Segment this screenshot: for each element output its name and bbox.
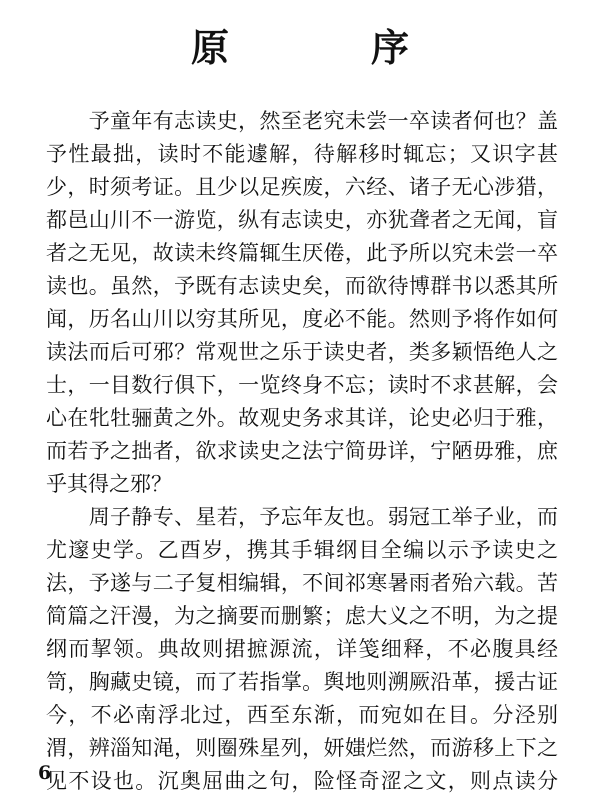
text-line: 心在牝牡骊黄之外。故观史务求其详，论史必归于雅， xyxy=(46,406,558,430)
text-line: 予童年有志读史，然至老究未尝一卒读者何也？盖 xyxy=(46,109,558,133)
text-line: 都邑山川不一游览，纵有志读史，亦犹聋者之无闻，盲 xyxy=(46,208,558,232)
text-line: 渭，辨淄知渑，则圈殊星列，妍媸烂然，而游移上下之 xyxy=(46,736,558,760)
text-line: 者之无见，故读未终篇辄生厌倦，此予所以究未尝一卒 xyxy=(46,241,558,265)
text-line: 简篇之汗漫，为之摘要而删繁；虑大义之不明，为之提 xyxy=(46,604,558,628)
text-line: 读也。虽然，予既有志读史矣，而欲待博群书以悉其所 xyxy=(46,274,558,298)
text-line: 读法而后可邪？常观世之乐于读史者，类多颖悟绝人之 xyxy=(46,340,558,364)
text-line: 而若予之拙者，欲求读史之法宁简毋详，宁陋毋雅，庶 xyxy=(46,439,558,463)
text-line: 笥，胸藏史镜，而了若指掌。舆地则溯厥沿革，援古证 xyxy=(46,670,558,694)
text-line: 闻，历名山川以穷其所见，度必不能。然则予将作如何 xyxy=(46,307,558,331)
text-line: 见不设也。沉奥屈曲之句，险怪奇涩之文，则点读分 xyxy=(46,769,558,793)
text-line: 周子静专、星若，予忘年友也。弱冠工举子业，而 xyxy=(46,505,558,529)
page-number: 6 xyxy=(38,762,52,784)
preface-body xyxy=(46,105,558,798)
text-line: 今，不必南浮北过，西至东渐，而宛如在目。分泾别 xyxy=(46,703,558,727)
page-title: 原 序 xyxy=(190,25,461,70)
text-line: 纲而挈领。典故则捃摭源流，详笺细释，不必腹具经 xyxy=(46,637,558,661)
text-line: 尤邃史学。乙酉岁，携其手辑纲目全编以示予读史之 xyxy=(46,538,558,562)
text-line: 予性最拙，读时不能遽解，待解移时辄忘；又识字甚 xyxy=(46,142,558,166)
text-line: 乎其得之邪？ xyxy=(46,472,172,496)
text-line: 法，予遂与二子复相编辑，不间祁寒暑雨者殆六载。苦 xyxy=(46,571,558,595)
text-line: 士，一目数行俱下，一览终身不忘；读时不求甚解，会 xyxy=(46,373,558,397)
text-line: 少，时须考证。且少以足疾废，六经、诸子无心涉猎， xyxy=(46,175,558,199)
